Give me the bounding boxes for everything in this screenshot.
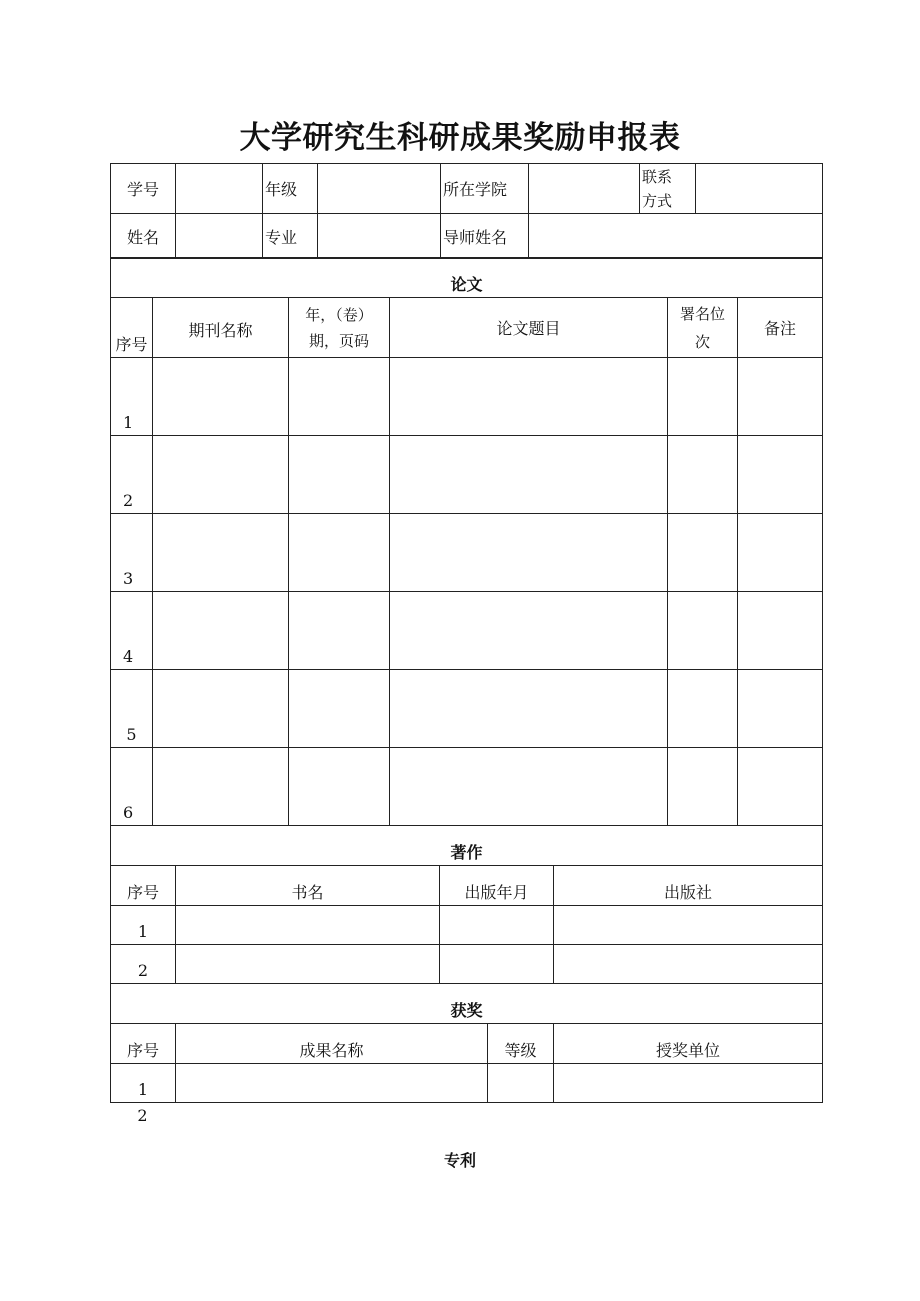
papers-col-journal: 期刊名称 [153, 298, 289, 358]
note-cell[interactable] [738, 670, 823, 748]
journal-cell[interactable] [153, 748, 289, 826]
journal-cell[interactable] [153, 514, 289, 592]
author-order-cell[interactable] [668, 436, 738, 514]
journal-cell[interactable] [153, 436, 289, 514]
papers-col-author-order [668, 298, 738, 358]
advisor-label: 导师姓名 [441, 214, 529, 259]
student-id-label: 学号 [111, 164, 176, 214]
papers-col-year-line2: 期，页码 [308, 331, 369, 350]
name-label: 姓名 [111, 214, 176, 259]
author-order-cell[interactable] [668, 358, 738, 436]
book-publisher-cell[interactable] [554, 906, 823, 945]
year-issue-cell[interactable] [289, 358, 390, 436]
row-number: 2 [137, 1106, 148, 1125]
table-row [111, 592, 823, 670]
books-col-title: 书名 [176, 866, 440, 906]
row-number: 4 [111, 592, 153, 670]
contact-label-line1: 联系 [642, 167, 673, 186]
author-order-cell[interactable] [668, 592, 738, 670]
papers-col-note: 备注 [738, 298, 823, 358]
info-table [110, 163, 823, 259]
row-number: 2 [111, 436, 153, 514]
row-number: 1 [111, 358, 153, 436]
title-cell[interactable] [390, 748, 668, 826]
title-cell[interactable] [390, 670, 668, 748]
book-title-cell[interactable] [176, 945, 440, 984]
page-title: 大学研究生科研成果奖励申报表 [239, 120, 681, 156]
contact-field[interactable] [696, 164, 823, 214]
awards-col-no: 序号 [111, 1024, 176, 1064]
table-row [111, 514, 823, 592]
student-id-field[interactable] [176, 164, 263, 214]
award-name-cell[interactable] [176, 1064, 488, 1103]
papers-col-title: 论文题目 [390, 298, 668, 358]
author-order-cell[interactable] [668, 670, 738, 748]
papers-col-author-line2: 次 [694, 332, 710, 351]
books-col-publisher: 出版社 [554, 866, 823, 906]
advisor-field[interactable] [529, 214, 823, 259]
award-level-cell[interactable] [488, 1064, 554, 1103]
papers-col-year-issue [289, 298, 390, 358]
contact-label-line2: 方式 [642, 191, 673, 210]
awards-col-level: 等级 [488, 1024, 554, 1064]
note-cell[interactable] [738, 514, 823, 592]
note-cell[interactable] [738, 748, 823, 826]
name-field[interactable] [176, 214, 263, 259]
book-date-cell[interactable] [440, 945, 554, 984]
table-row [111, 670, 823, 748]
title-cell[interactable] [390, 358, 668, 436]
major-field[interactable] [318, 214, 441, 259]
title-cell[interactable] [390, 436, 668, 514]
awards-section-title: 获奖 [111, 984, 823, 1024]
title-cell[interactable] [390, 592, 668, 670]
note-cell[interactable] [738, 436, 823, 514]
note-cell[interactable] [738, 358, 823, 436]
papers-col-no: 序号 [111, 298, 153, 358]
title-cell[interactable] [390, 514, 668, 592]
journal-cell[interactable] [153, 670, 289, 748]
books-col-no: 序号 [111, 866, 176, 906]
awards-col-name: 成果名称 [176, 1024, 488, 1064]
author-order-cell[interactable] [668, 748, 738, 826]
note-cell[interactable] [738, 592, 823, 670]
table-row [111, 748, 823, 826]
table-row [111, 358, 823, 436]
book-date-cell[interactable] [440, 906, 554, 945]
row-number: 5 [111, 670, 153, 748]
row-number: 3 [111, 514, 153, 592]
books-table [110, 825, 823, 984]
row-number: 1 [111, 906, 176, 945]
author-order-cell[interactable] [668, 514, 738, 592]
year-issue-cell[interactable] [289, 748, 390, 826]
journal-cell[interactable] [153, 592, 289, 670]
table-row [111, 436, 823, 514]
awards-col-unit: 授奖单位 [554, 1024, 823, 1064]
papers-col-year-line1: 年，（卷） [305, 305, 373, 324]
award-unit-cell[interactable] [554, 1064, 823, 1103]
books-col-date: 出版年月 [440, 866, 554, 906]
row-number: 1 [111, 1064, 176, 1103]
table-row [111, 1064, 823, 1103]
papers-section-title: 论文 [111, 258, 823, 298]
table-row [111, 906, 823, 945]
table-row [111, 945, 823, 984]
awards-table [110, 983, 823, 1103]
row-number: 6 [111, 748, 153, 826]
year-issue-cell[interactable] [289, 670, 390, 748]
journal-cell[interactable] [153, 358, 289, 436]
year-issue-cell[interactable] [289, 436, 390, 514]
book-publisher-cell[interactable] [554, 945, 823, 984]
grade-field[interactable] [318, 164, 441, 214]
contact-label [640, 164, 696, 214]
patents-section-title: 专利 [443, 1151, 476, 1170]
books-section-title: 著作 [111, 826, 823, 866]
year-issue-cell[interactable] [289, 592, 390, 670]
college-field[interactable] [529, 164, 640, 214]
major-label: 专业 [263, 214, 318, 259]
grade-label: 年级 [263, 164, 318, 214]
papers-table [110, 257, 823, 826]
college-label: 所在学院 [441, 164, 529, 214]
row-number: 2 [111, 945, 176, 984]
papers-col-author-line1: 署名位 [679, 304, 725, 323]
book-title-cell[interactable] [176, 906, 440, 945]
year-issue-cell[interactable] [289, 514, 390, 592]
